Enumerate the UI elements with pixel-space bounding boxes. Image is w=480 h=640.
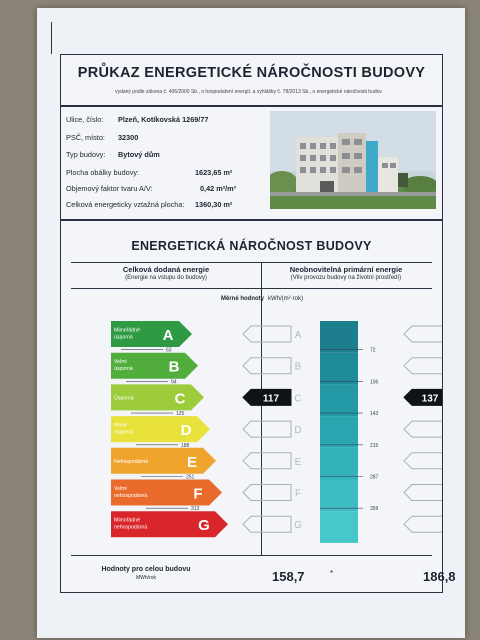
left-value-slot	[243, 485, 291, 501]
class-letter: E	[186, 453, 198, 471]
class-label: Úsporná	[114, 395, 134, 402]
document-subtitle: vydaný podle zákona č. 406/2000 Sb., o hospodaření energií, a vyhlášky č. 78/2013 Sb., o energetické náročnosti budov	[115, 89, 382, 95]
right-value-slot	[404, 421, 442, 437]
left-value-slot	[243, 326, 291, 342]
right-threshold: 143	[370, 411, 379, 418]
class-label: Nehospodárná	[114, 458, 149, 465]
right-threshold: 215	[370, 442, 379, 449]
info-value: 0,42 m²/m³	[200, 184, 237, 193]
right-threshold: 287	[370, 474, 379, 481]
info-row-reference-area	[66, 200, 233, 209]
class-label: úsporná	[114, 366, 133, 373]
building-photo	[270, 111, 436, 209]
primary-energy-bar-segment	[320, 384, 358, 416]
info-row-shape-factor	[66, 184, 237, 193]
class-label: úsporná	[114, 429, 133, 436]
document-title: PRŮKAZ ENERGETICKÉ NÁROČNOSTI BUDOVY	[77, 65, 426, 81]
info-label: Ulice, číslo:	[66, 115, 104, 124]
info-value: Bytový dům	[118, 150, 160, 159]
class-letter-outline: E	[294, 456, 302, 468]
class-letter: D	[180, 422, 192, 440]
info-label: Celková energeticky vztažná plocha:	[66, 200, 185, 209]
left-threshold: 313	[191, 506, 200, 513]
right-value-slot	[404, 485, 442, 501]
class-label: Méně	[114, 422, 127, 429]
right-threshold: 72	[370, 347, 376, 354]
class-letter: C	[174, 390, 186, 408]
fold-mark	[51, 22, 52, 54]
primary-energy-bar-segment	[320, 511, 358, 543]
building-info-box	[60, 106, 443, 220]
right-value: 137	[421, 393, 439, 405]
primary-energy-bar-segment	[320, 480, 358, 512]
class-letter-outline: C	[294, 393, 302, 405]
info-value: 32300	[118, 133, 139, 142]
mh-label: Měrné hodnoty	[221, 296, 264, 302]
info-row-envelope-area	[66, 168, 233, 177]
right-value-slot	[404, 326, 442, 342]
class-label: úsporná	[114, 334, 133, 341]
class-label: Velmi	[114, 486, 127, 492]
right-column-subtitle: (Vliv provozu budovy na životní prostředí)	[290, 275, 402, 281]
right-value-slot	[404, 453, 442, 469]
class-letter: A	[162, 327, 174, 344]
right-value-slot	[404, 516, 442, 532]
right-value-slot	[404, 358, 442, 374]
info-value: 1360,30 m²	[195, 200, 233, 209]
left-threshold: 188	[181, 442, 190, 449]
primary-energy-bar-segment	[320, 416, 358, 448]
class-letter-outline: G	[294, 520, 302, 532]
info-label: Typ budovy:	[66, 150, 106, 159]
left-column-subtitle: (Energie na vstupu do budovy)	[125, 275, 207, 281]
info-row-address	[66, 115, 209, 124]
class-letter: G	[198, 517, 210, 535]
footer-star: *	[330, 569, 334, 578]
class-label: nehospodárná	[114, 524, 148, 531]
class-letter-outline: A	[294, 330, 302, 341]
info-value: Plzeň, Kotíkovská 1269/77	[118, 115, 209, 124]
left-value-slot	[243, 516, 291, 532]
class-letter-outline: D	[294, 425, 302, 437]
left-threshold: 251	[186, 474, 195, 481]
info-label: Objemový faktor tvaru A/V:	[66, 184, 153, 193]
primary-energy-bar-segment	[320, 448, 358, 480]
primary-energy-bar-segment	[320, 353, 358, 385]
info-label: PSČ, místo:	[66, 133, 105, 142]
info-value: 1623,65 m²	[195, 168, 233, 177]
left-value: 117	[262, 393, 280, 405]
right-threshold: 359	[370, 506, 379, 513]
footer-left-value: 158,7	[272, 569, 305, 584]
header-box	[60, 54, 443, 106]
energy-class-chart	[61, 221, 442, 592]
info-row-postcode	[66, 133, 139, 142]
class-label: nehospodárná	[114, 493, 148, 499]
building-photo-image	[270, 111, 436, 209]
class-letter: B	[168, 358, 180, 376]
certificate-page	[37, 8, 465, 638]
energy-rating-box	[60, 220, 456, 593]
info-row-building-type	[66, 150, 160, 159]
left-value-slot	[243, 358, 291, 374]
footer-label	[101, 566, 191, 582]
footer-label-text: Hodnoty pro celou budovu	[101, 566, 191, 573]
mh-unit: kWh/(m²·rok)	[268, 296, 303, 302]
footer-unit: MWh/rok	[136, 575, 156, 581]
primary-energy-bar-segment	[320, 321, 358, 353]
class-letter: F	[193, 485, 203, 503]
left-threshold: 94	[171, 379, 177, 386]
left-value-slot	[243, 453, 291, 469]
class-label: Mimořádně	[114, 327, 140, 334]
rating-title: ENERGETICKÁ NÁROČNOST BUDOVY	[131, 239, 372, 253]
right-column-title: Neobnovitelná primární energie	[289, 265, 403, 274]
left-threshold: 63	[166, 347, 172, 354]
right-threshold: 106	[370, 379, 379, 386]
info-label: Plocha obálky budovy:	[66, 168, 140, 177]
class-letter-outline: B	[294, 361, 302, 373]
class-label: Velmi	[114, 359, 127, 366]
class-label: Mimořádně	[114, 517, 140, 524]
left-column-title: Celková dodaná energie	[122, 265, 210, 274]
footer-right-value: 186,8	[423, 569, 456, 584]
left-threshold: 125	[176, 411, 185, 418]
left-value-slot	[243, 421, 291, 437]
class-letter-outline: F	[294, 488, 302, 500]
